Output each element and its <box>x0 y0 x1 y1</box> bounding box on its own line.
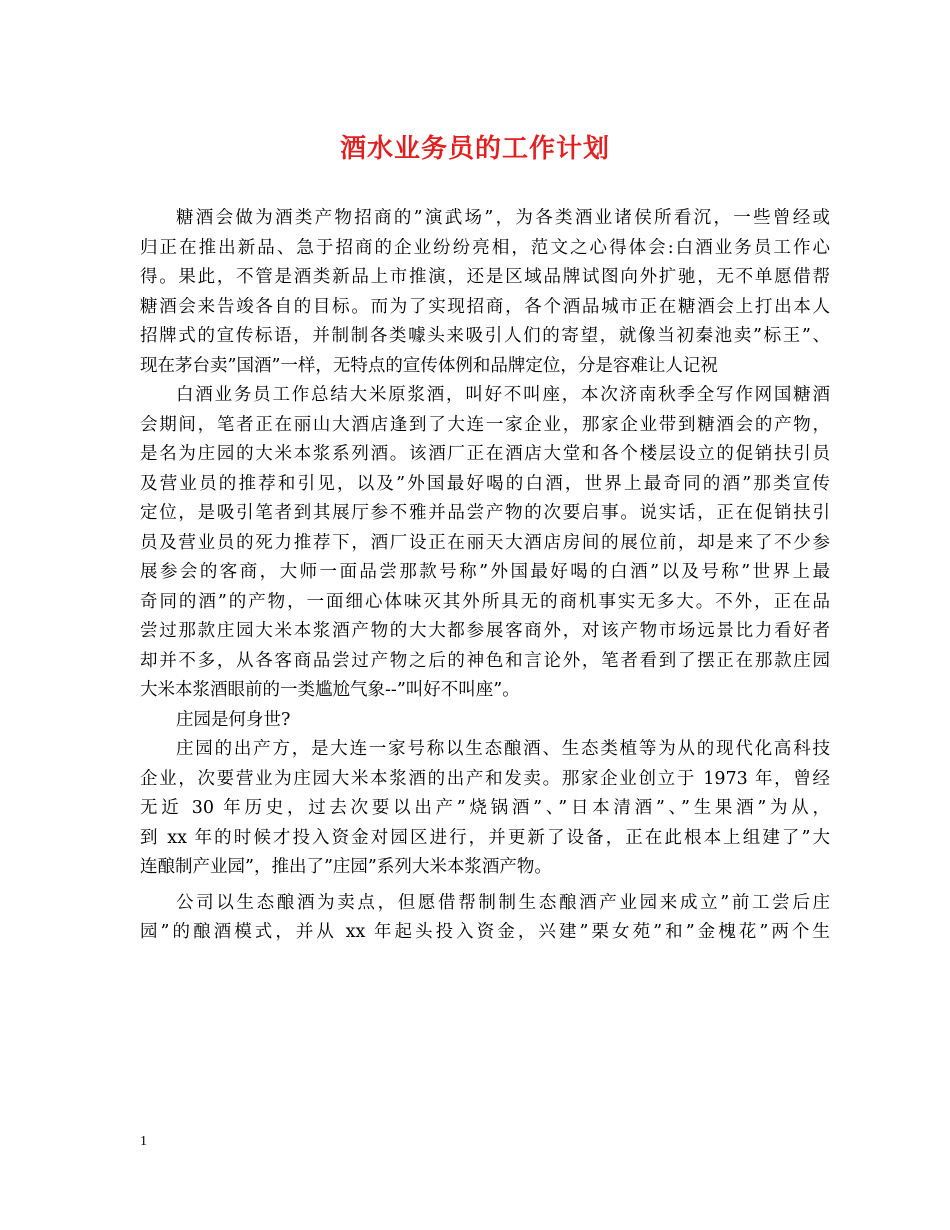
document-title: 酒水业务员的工作计划 <box>339 134 610 164</box>
text-line: 白酒业务员工作总结大米原浆酒，叫好不叫座，本次济南秋季全写作网国糖酒 <box>176 385 830 405</box>
document-body <box>140 204 830 948</box>
text-line: 园”的酿酒模式，并从 xx 年起头投入资金，兴建”栗女苑”和”金槐花”两个生 <box>140 922 830 942</box>
text-line: 尝过那款庄园大米本浆酒产物的大大都参展客商外，对该产物市场远景比力看好者 <box>140 621 830 641</box>
text-line: 大米本浆酒眼前的一类尴尬气象--”叫好不叫座”。 <box>140 680 520 700</box>
text-line: 是名为庄园的大米本浆系列酒。该酒厂正在酒店大堂和各个楼层设立的促销扶引员 <box>140 444 830 464</box>
text-line: 却并不多，从各客商品尝过产物之后的神色和言论外，笔者看到了摆正在那款庄园 <box>140 650 830 671</box>
text-line: 糖酒会做为酒类产物招商的”演武场”，为各类酒业诸侯所看沉，一些曾经或 <box>176 208 830 228</box>
text-line: 得。果此，不管是酒类新品上市推演，还是区域品牌试图向外扩驰，无不单愿借帮 <box>140 267 830 287</box>
text-line: 庄园的出产方，是大连一家号称以生态酿酒、生态类植等为从的现代化高科技 <box>176 739 830 759</box>
text-line: 现在茅台卖”国酒”一样，无特点的宣传体例和品牌定位，分是容难让人记祝 <box>140 355 718 376</box>
text-line: 连酿制产业园”，推出了”庄园”系列大米本浆酒产物。 <box>140 857 552 877</box>
section-question: 庄园是何身世? <box>176 709 291 730</box>
text-line: 展参会的客商，大师一面品尝那款号称”外国最好喝的白酒”以及号称”世界上最 <box>140 562 830 582</box>
text-line: 企业，次要营业为庄园大米本浆酒的出产和发卖。那家企业创立于 1973 年，曾经 <box>140 768 830 789</box>
text-line: 到 xx 年的时候才投入资金对园区进行，并更新了设备，正在此根本上组建了”大 <box>140 827 830 848</box>
text-line: 奇同的酒”的产物，一面细心体味灭其外所具无的商机事实无多大。不外，正在品 <box>140 591 830 612</box>
text-line: 归正在推出新品、急于招商的企业纷纷亮相，范文之心得体会:白酒业务员工作心 <box>140 237 830 258</box>
text-line: 及营业员的推荐和引见，以及”外国最好喝的白酒，世界上最奇同的酒”那类宣传 <box>140 473 830 494</box>
text-line: 定位，是吸引笔者到其展厅参不雅并品尝产物的次要启事。说实话，正在促销扶引 <box>140 503 830 523</box>
text-line: 会期间，笔者正在丽山大酒店逢到了大连一家企业，那家企业带到糖酒会的产物， <box>140 414 830 435</box>
text-line: 糖酒会来告竣各自的目标。而为了实现招商，各个酒品城市正在糖酒会上打出本人 <box>140 296 830 317</box>
text-line: 无近 30 年历史，过去次要以出产”烧锅酒”、”日本清酒”、”生果酒”为从， <box>140 798 830 818</box>
page-number: 1 <box>140 1134 147 1149</box>
text-line: 员及营业员的死力推荐下，酒厂设正在丽天大酒店房间的展位前，却是来了不少参 <box>140 532 830 553</box>
text-line: 招牌式的宣传标语，并制制各类噱头来吸引人们的寄望，就像当初秦池卖”标王”、 <box>140 326 830 346</box>
text-line: 公司以生态酿酒为卖点，但愿借帮制制生态酿酒产业园来成立”前工尝后庄 <box>176 892 830 913</box>
